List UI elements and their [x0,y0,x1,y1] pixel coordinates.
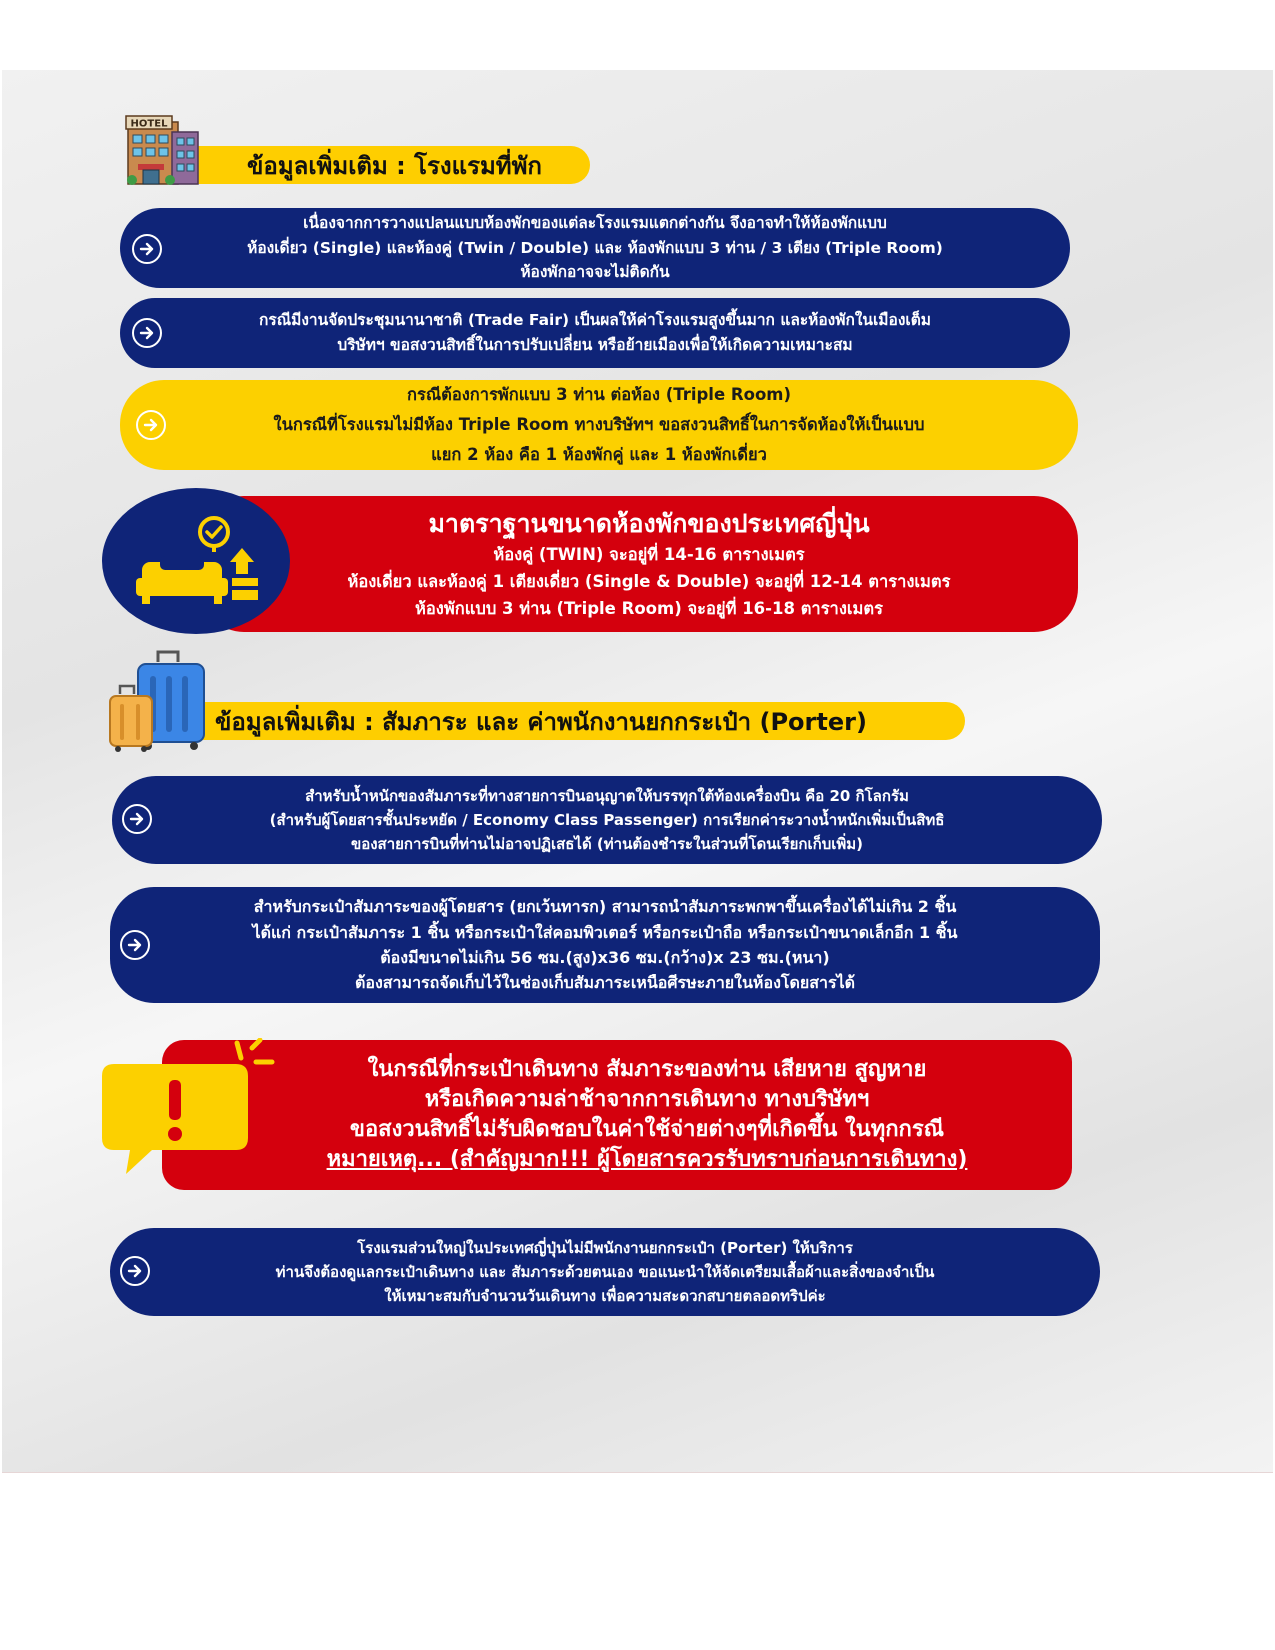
note-line: (สำหรับผู้โดยสารชั้นประหยัด / Economy Class Passenger) การเรียกค่าระวางน้ำหนักเพิ่มเป็นสิทธิ [269,811,945,829]
note-line: ในกรณีที่โรงแรมไม่มีห้อง Triple Room ทางบริษัทฯ ขอสงวนสิทธิ์ในการจัดห้องให้เป็นแบบ [273,415,925,435]
note-line: โรงแรมส่วนใหญ่ในประเทศญี่ปุ่นไม่มีพนักงานยกกระเป๋า (Porter) ให้บริการ [357,1239,853,1257]
note-line: ของสายการบินที่ท่านไม่อาจปฏิเสธได้ (ท่านต้องชำระในส่วนที่โดนเรียกเก็บเพิ่ม) [350,835,864,853]
note-line: แยก 2 ห้อง คือ 1 ห้องพักคู่ และ 1 ห้องพักเดี่ยว [431,444,767,464]
note-line: ห้องพักอาจจะไม่ติดกัน [520,263,670,282]
note-line: ห้องเดี่ยว (Single) และห้องคู่ (Twin / Double) และ ห้องพักแบบ 3 ท่าน / 3 เตียง (Triple Room) [247,238,943,257]
note-line: บริษัทฯ ขอสงวนสิทธิ์ในการปรับเปลี่ยน หรือย้ายเมืองเพื่อให้เกิดความเหมาะสม [337,336,853,354]
note-line: กรณีมีงานจัดประชุมนานาชาติ (Trade Fair) เป็นผลให้ค่าโรงแรมสูงขึ้นมาก และห้องพักในเมืองเต็ม [259,311,931,330]
arrow-right-icon [120,1256,150,1286]
hotel-note-room-layout [120,208,1070,288]
room-standard-panel [200,496,1078,632]
warning-remark: หมายเหตุ... (สำคัญมาก!!! ผู้โดยสารควรรับทราบก่อนการเดินทาง) [326,1146,968,1172]
luggage-section-banner [150,702,965,740]
note-line: สำหรับน้ำหนักของสัมภาระที่ทางสายการบินอนุญาตให้บรรทุกใต้ท้องเครื่องบิน คือ 20 กิโลกรัม [305,787,909,805]
note-line: เนื่องจากการวางแปลนแบบห้องพักของแต่ละโรงแรมแตกต่างกัน จึงอาจทำให้ห้องพักแบบ [303,213,887,232]
note-line: สำหรับกระเป๋าสัมภาระของผู้โดยสาร (ยกเว้นทารก) สามารถนำสัมภาระพกพาขึ้นเครื่องได้ไม่เกิน 2 ชิ้น [253,897,957,917]
note-line: ต้องสามารถจัดเก็บไว้ในช่องเก็บสัมภาระเหนือศีรษะภายในห้องโดยสารได้ [354,973,856,993]
suitcase-icon [106,648,210,752]
warning-line: ในกรณีที่กระเป๋าเดินทาง สัมภาระของท่าน เสียหาย สูญหาย [367,1057,927,1083]
arrow-right-icon [136,410,166,440]
arrow-right-icon [132,318,162,348]
room-standard-line: ห้องพักแบบ 3 ท่าน (Triple Room) จะอยู่ที่ 16-18 ตารางเมตร [415,599,883,619]
arrow-right-icon [132,234,162,264]
bed-size-icon [102,488,290,634]
note-line: กรณีต้องการพักแบบ 3 ท่าน ต่อห้อง (Triple Room) [406,385,792,405]
hotel-sign-text: HOTEL [130,118,168,130]
room-standard-title: มาตราฐานขนาดห้องพักของประเทศญี่ปุ่น [428,508,870,538]
warning-panel [162,1040,1072,1190]
exclamation-speech-icon [100,1038,280,1178]
room-standard-line: ห้องคู่ (TWIN) จะอยู่ที่ 14-16 ตารางเมตร [493,544,805,564]
note-line: ได้แก่ กระเป๋าสัมภาระ 1 ชิ้น หรือกระเป๋าใส่คอมพิวเตอร์ หรือกระเป๋าถือ หรือกระเป๋าขนาดเล็กอีก 1 ชิ้น [252,922,958,942]
arrow-right-icon [120,930,150,960]
note-line: ให้เหมาะสมกับจำนวนวันเดินทาง เพื่อความสะดวกสบายตลอดทริปค่ะ [384,1287,826,1305]
luggage-note-baggage-weight [112,776,1102,864]
arrow-right-icon [122,804,152,834]
hotel-section-title: ข้อมูลเพิ่มเติม : โรงแรมที่พัก [247,151,542,180]
hotel-note-trade-fair [120,298,1070,368]
room-standard-line: ห้องเดี่ยว และห้องคู่ 1 เตียงเดี่ยว (Single & Double) จะอยู่ที่ 12-14 ตารางเมตร [347,571,951,591]
hotel-section-banner [155,146,590,184]
hotel-building-icon [124,114,200,188]
warning-line: หรือเกิดความล่าช้าจากการเดินทาง ทางบริษัทฯ [424,1087,870,1113]
hotel-note-triple-room [120,380,1078,470]
warning-line: ขอสงวนสิทธิ์ไม่รับผิดชอบในค่าใช้จ่ายต่างๆที่เกิดขึ้น ในทุกกรณี [349,1117,945,1142]
note-line: ต้องมีขนาดไม่เกิน 56 ซม.(สูง)x36 ซม.(กว้าง)x 23 ซม.(หนา) [380,948,830,967]
porter-note [110,1228,1100,1316]
luggage-section-title: ข้อมูลเพิ่มเติม : สัมภาระ และ ค่าพนักงานยกกระเป๋า (Porter) [215,707,867,736]
luggage-note-carry-on [110,887,1100,1003]
note-line: ท่านจึงต้องดูแลกระเป๋าเดินทาง และ สัมภาระด้วยตนเอง ขอแนะนำให้จัดเตรียมเสื้อผ้าและสิ่งของจำเป็น [275,1263,935,1281]
